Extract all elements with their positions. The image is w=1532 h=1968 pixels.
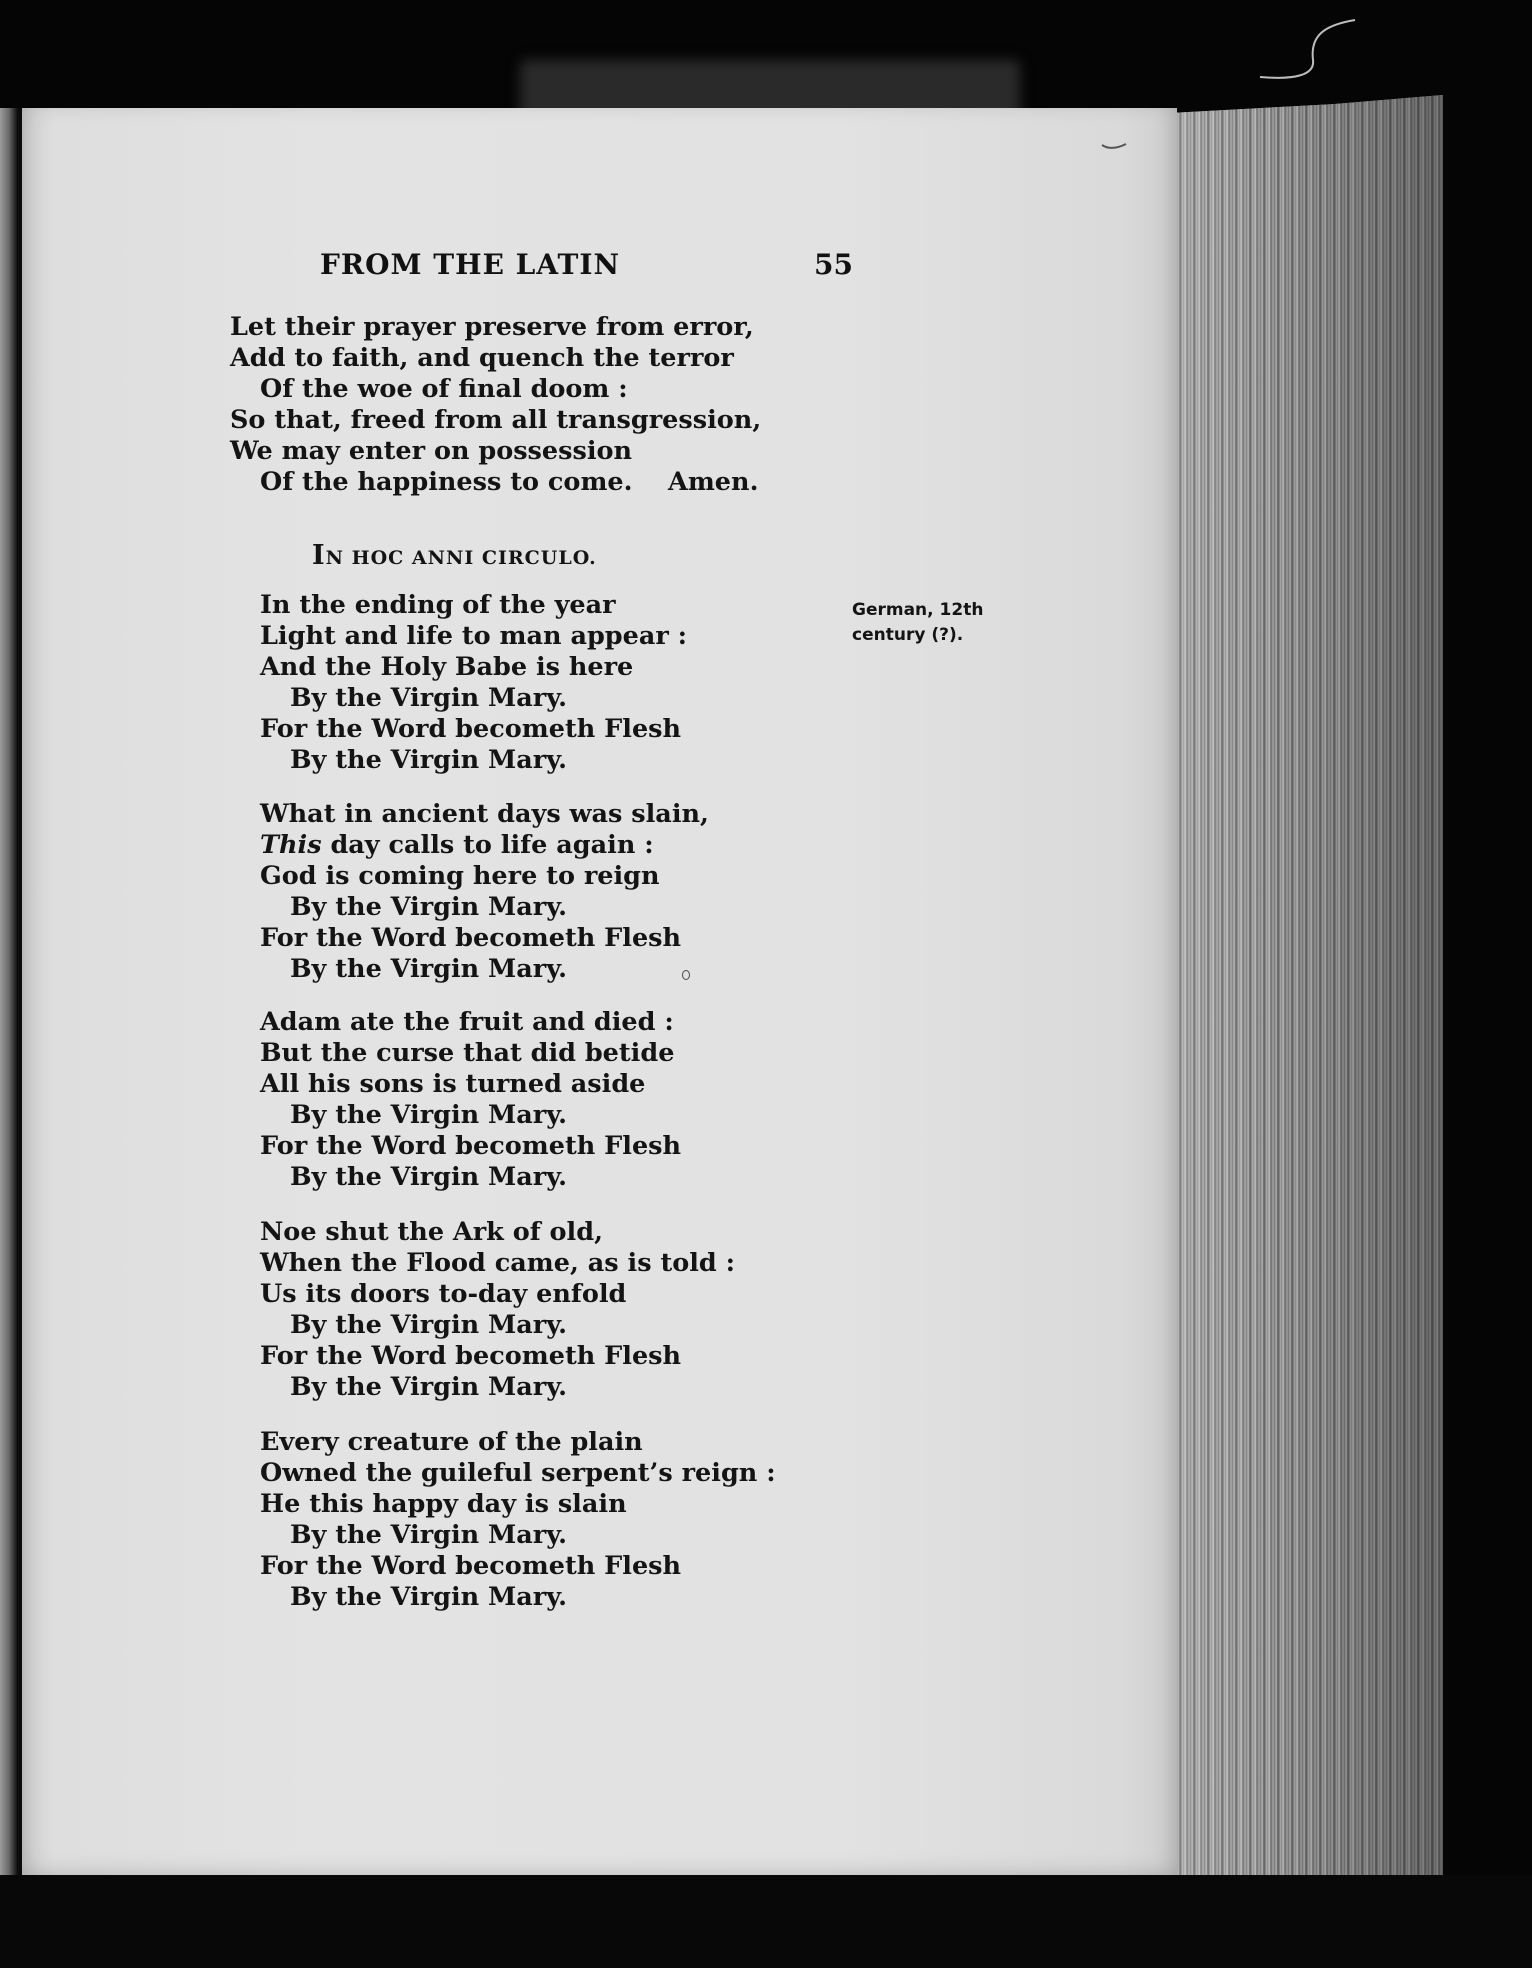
- refrain-line: For the Word becometh Flesh: [260, 923, 682, 953]
- verse-line: Add to faith, and quench the terror: [230, 343, 734, 373]
- refrain-line: For the Word becometh Flesh: [260, 1131, 682, 1161]
- verse-line: Adam ate the fruit and died :: [260, 1007, 674, 1037]
- refrain-line: For the Word becometh Flesh: [260, 1341, 682, 1371]
- verse-line: Owned the guileful serpent’s reign :: [260, 1458, 776, 1488]
- verse-line: Of the woe of final doom :: [260, 374, 628, 404]
- verse-line: In the ending of the year: [260, 590, 616, 620]
- italic-word: This: [260, 830, 322, 860]
- verse-line: God is coming here to reign: [260, 861, 660, 891]
- paper-mark: [1100, 140, 1130, 150]
- refrain-line: For the Word becometh Flesh: [260, 714, 682, 744]
- attribution-line: century (?).: [852, 625, 964, 645]
- refrain-line: By the Virgin Mary.: [290, 745, 568, 775]
- verse-line: Of the happiness to come. Amen.: [260, 467, 759, 497]
- opening-stanza: [230, 312, 761, 498]
- verse-line: He this happy day is slain: [260, 1489, 627, 1519]
- refrain-line: By the Virgin Mary.: [290, 954, 568, 984]
- verse-line: [260, 830, 709, 861]
- verse-line: Every creature of the plain: [260, 1427, 643, 1457]
- book-page-edges: [1168, 95, 1443, 1910]
- stanza-3: [260, 1007, 681, 1193]
- verse-line-rest: day calls to life again :: [321, 830, 654, 860]
- stanza-4: [260, 1217, 735, 1403]
- attribution-line: German, 12th: [852, 600, 984, 620]
- refrain-line: By the Virgin Mary.: [290, 1520, 568, 1550]
- verse-line: We may enter on possession: [230, 436, 633, 466]
- refrain-line: By the Virgin Mary.: [290, 1372, 568, 1402]
- facing-page-edge: [0, 108, 22, 1908]
- verse-line: All his sons is turned aside: [260, 1069, 646, 1099]
- verse-line: And the Holy Babe is here: [260, 652, 634, 682]
- verse-line: Let their prayer preserve from error,: [230, 312, 754, 342]
- refrain-line: By the Virgin Mary.: [290, 1582, 568, 1612]
- paper-curl-mark: [1255, 15, 1375, 95]
- refrain-line: By the Virgin Mary.: [290, 892, 568, 922]
- running-head: FROM THE LATIN: [320, 248, 621, 281]
- stanza-1: [260, 590, 687, 776]
- margin-attribution: [852, 598, 983, 648]
- hymn-title-initial: I: [312, 540, 326, 571]
- refrain-line: By the Virgin Mary.: [290, 1100, 568, 1130]
- hymn-title-rest: N HOC ANNI CIRCULO.: [325, 547, 597, 569]
- page-number: 55: [814, 248, 853, 281]
- verse-line: What in ancient days was slain,: [260, 799, 709, 829]
- stanza-2: [260, 799, 709, 985]
- verse-line: Noe shut the Ark of old,: [260, 1217, 603, 1247]
- refrain-line: By the Virgin Mary.: [290, 1310, 568, 1340]
- verse-line: So that, freed from all transgression,: [230, 405, 762, 435]
- stanza-5: [260, 1427, 776, 1613]
- bottom-shadow: [0, 1875, 1532, 1968]
- verse-line: But the curse that did betide: [260, 1038, 675, 1068]
- verse-line: Us its doors to-day enfold: [260, 1279, 627, 1309]
- hymn-title: [312, 540, 597, 571]
- refrain-line: For the Word becometh Flesh: [260, 1551, 682, 1581]
- verse-line: When the Flood came, as is told :: [260, 1248, 736, 1278]
- verse-line: Light and life to man appear :: [260, 621, 688, 651]
- print-speck: [682, 970, 690, 980]
- refrain-line: By the Virgin Mary.: [290, 683, 568, 713]
- refrain-line: By the Virgin Mary.: [290, 1162, 568, 1192]
